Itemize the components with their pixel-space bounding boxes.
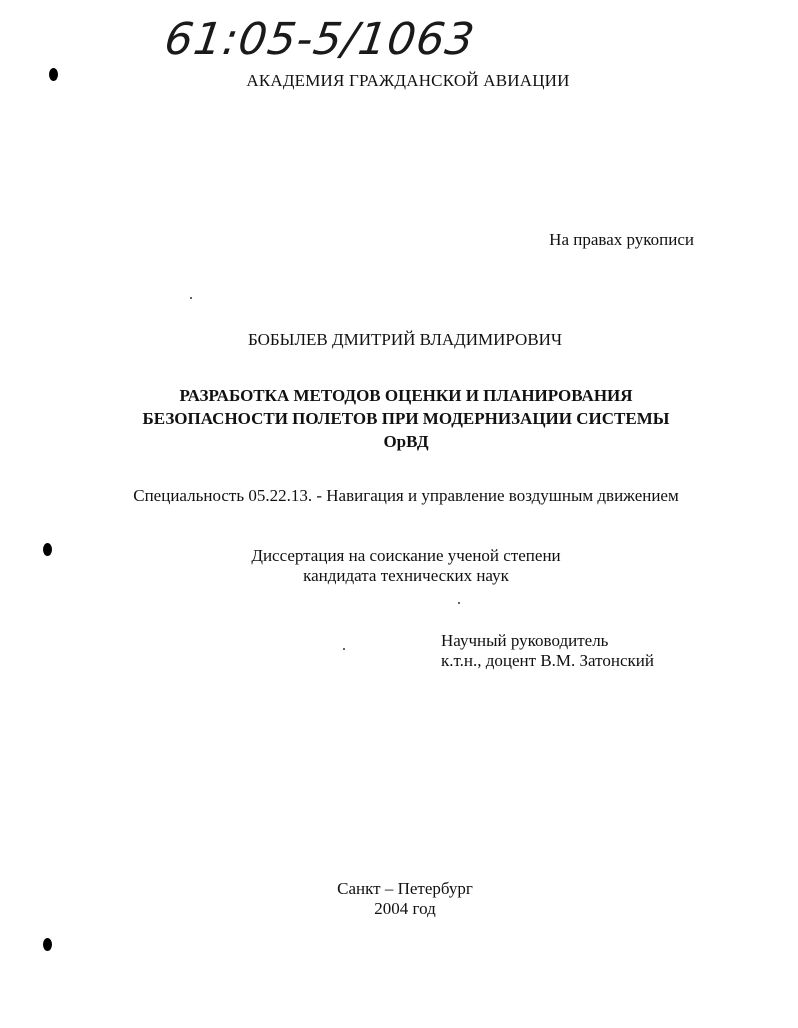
degree-statement [0,546,798,586]
supervisor-name: к.т.н., доцент В.М. Затонский [441,651,654,670]
scan-speck [343,648,345,650]
scan-speck [190,297,192,299]
degree-line: кандидата технических наук [303,566,509,585]
year: 2004 год [374,899,436,918]
title-line: ОрВД [383,432,429,451]
dissertation-title [0,384,798,453]
degree-line: Диссертация на соискание ученой степени [251,546,561,565]
punch-hole-mark [43,938,52,951]
organization-name: АКАДЕМИЯ ГРАЖДАНСКОЙ АВИАЦИИ [246,71,570,90]
handwritten-archive-code: 61:05-5/1063 [161,14,479,65]
city-name: Санкт – Петербург [337,879,473,898]
manuscript-note: На правах рукописи [549,230,694,249]
title-line: БЕЗОПАСНОСТИ ПОЛЕТОВ ПРИ МОДЕРНИЗАЦИИ СИСТЕМЫ [142,409,670,428]
title-line: РАЗРАБОТКА МЕТОДОВ ОЦЕНКИ И ПЛАНИРОВАНИЯ [179,386,633,405]
supervisor-block [441,631,654,671]
place-and-year [0,879,798,919]
author-name: БОБЫЛЕВ ДМИТРИЙ ВЛАДИМИРОВИЧ [247,330,562,349]
specialty-line: Специальность 05.22.13. - Навигация и управление воздушным движением [133,486,679,505]
scan-speck [458,602,460,604]
supervisor-label: Научный руководитель [441,631,609,650]
